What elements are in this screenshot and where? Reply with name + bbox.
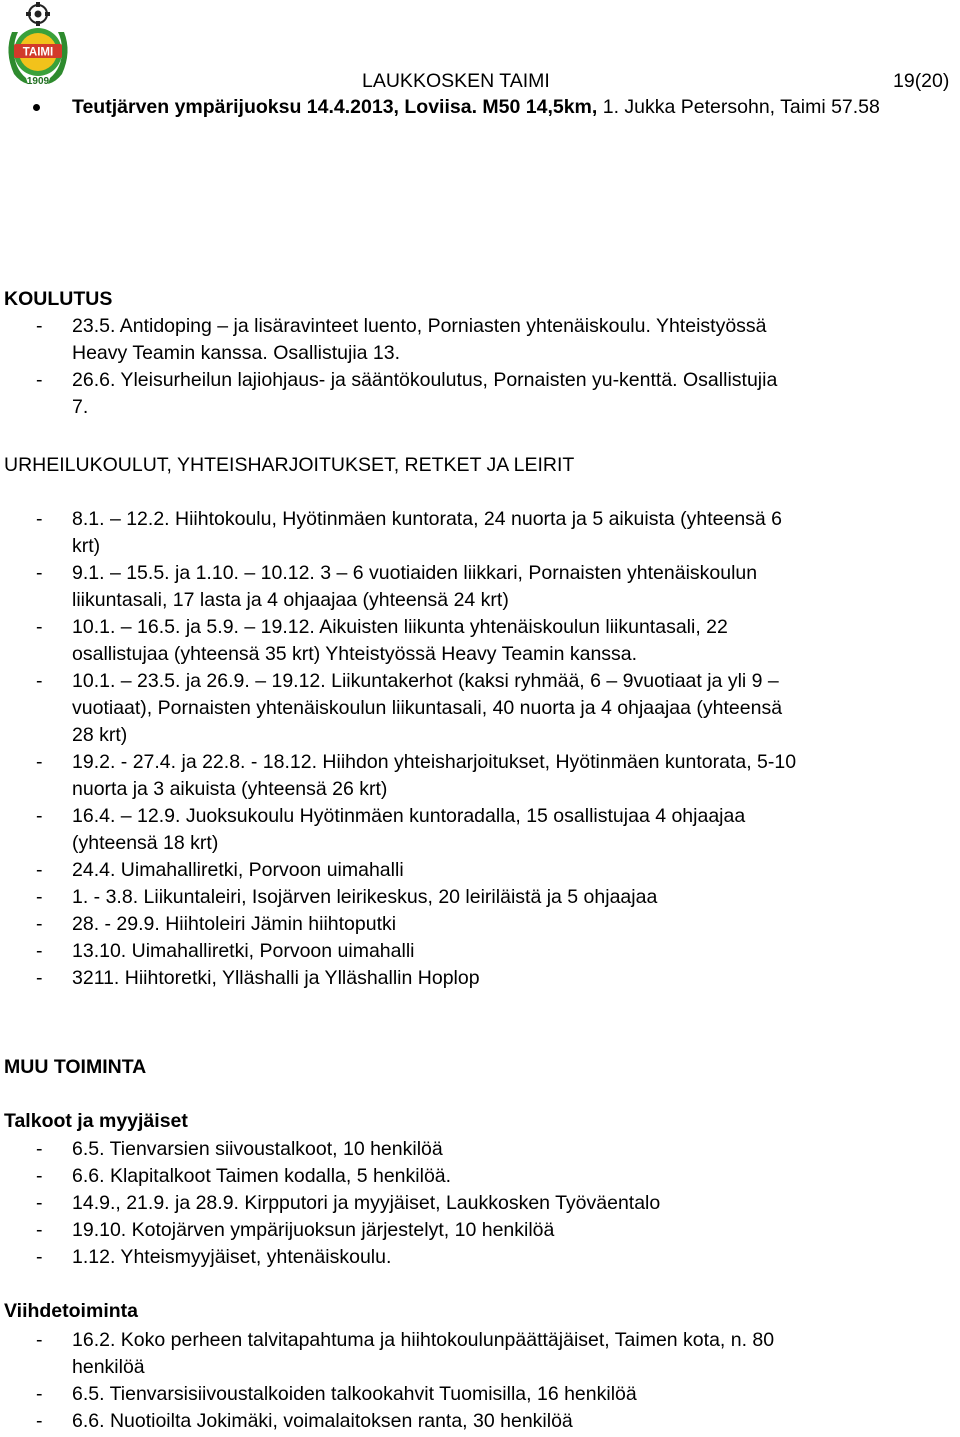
list-item: - 1. - 3.8. Liikuntaleiri, Isojärven leirikeskus, 20 leiriläistä ja 5 ohjaajaa (36, 886, 658, 908)
list-item: - 13.10. Uimahalliretki, Porvoon uimahalli (36, 940, 415, 962)
list-item: - 19.2. - 27.4. ja 22.8. - 18.12. Hiihdon yhteisharjoitukset, Hyötinmäen kuntorata, 5-10 nuorta ja 3 aikuista (yhteensä 26 krt) (36, 751, 797, 800)
race-title: Teutjärven ympärijuoksu 14.4.2013, Loviisa. M50 14,5km, (72, 96, 598, 118)
taimi-club-logo (2, 2, 74, 90)
race-result-item (72, 94, 952, 121)
list-item: - 24.4. Uimahalliretki, Porvoon uimahalli (36, 859, 404, 881)
logo-name: TAIMI (22, 46, 54, 59)
organization-name: LAUKKOSKEN TAIMI (362, 70, 550, 92)
list-item: - 9.1. – 15.5. ja 1.10. – 10.12. 3 – 6 vuotiaiden liikkari, Pornaisten yhtenäiskoulun liikuntasali, 17 lasta ja 4 ohjaajaa (yhteensä 24 krt) (36, 562, 758, 611)
section-heading-koulutus: KOULUTUS (4, 288, 113, 310)
list-item: - 26.6. Yleisurheilun lajiohjaus- ja sääntökoulutus, Pornaisten yu-kenttä. Osallistujia 7. (36, 369, 778, 418)
list-item: - 6.6. Nuotioilta Jokimäki, voimalaitoksen ranta, 30 henkilöä (36, 1410, 573, 1432)
list-item: - 6.5. Tienvarsien siivoustalkoot, 10 henkilöä (36, 1138, 443, 1160)
list-item: - 23.5. Antidoping – ja lisäravinteet luento, Porniasten yhtenäiskoulu. Yhteistyössä Heavy Teamin kanssa. Osallistujia 13. (36, 315, 767, 364)
gear-emblem (26, 2, 50, 26)
list-item: - 6.5. Tienvarsisiivoustalkoiden talkookahvit Tuomisilla, 16 henkilöä (36, 1383, 637, 1405)
subheading-viihdetoiminta: Viihdetoiminta (4, 1300, 138, 1322)
race-result: 1. Jukka Petersohn, Taimi 57.58 (597, 96, 880, 118)
section-heading-urheilukoulut: URHEILUKOULUT, YHTEISHARJOITUKSET, RETKET JA LEIRIT (4, 454, 575, 476)
list-item: - 3211. Hiihtoretki, Ylläshalli ja Ylläshallin Hoplop (36, 967, 480, 989)
koulutus-list (0, 313, 960, 421)
page-number: 19(20) (893, 70, 950, 92)
logo-year: 1909 (26, 76, 50, 87)
urheilu-list (0, 506, 960, 992)
subheading-talkoot: Talkoot ja myyjäiset (4, 1110, 188, 1132)
section-heading-muu-toiminta: MUU TOIMINTA (4, 1056, 147, 1078)
list-item: - 16.2. Koko perheen talvitapahtuma ja hiihtokoulunpäättäjäiset, Taimen kota, n. 80 henkilöä (36, 1329, 775, 1378)
viihde-list (0, 1327, 960, 1435)
list-item: - 19.10. Kotojärven ympärijuoksun järjestelyt, 10 henkilöä (36, 1219, 555, 1241)
list-item: - 14.9., 21.9. ja 28.9. Kirpputori ja myyjäiset, Laukkosken Työväentalo (36, 1192, 661, 1214)
list-item: - 10.1. – 16.5. ja 5.9. – 19.12. Aikuisten liikunta yhtenäiskoulun liikuntasali, 22 osallistujaa (yhteensä 35 krt) Yhteistyössä Heavy Teamin kanssa. (36, 616, 728, 665)
list-item: - 8.1. – 12.2. Hiihtokoulu, Hyötinmäen kuntorata, 24 nuorta ja 5 aikuista (yhteensä 6 krt) (36, 508, 783, 557)
bullet-icon (33, 104, 40, 111)
list-item: - 6.6. Klapitalkoot Taimen kodalla, 5 henkilöä. (36, 1165, 452, 1187)
list-item: - 1.12. Yhteismyyjäiset, yhtenäiskoulu. (36, 1246, 392, 1268)
list-item: - 10.1. – 23.5. ja 26.9. – 19.12. Liikuntakerhot (kaksi ryhmää, 6 – 9vuotiaat ja yli 9 – vuotiaat), Pornaisten yhtenäiskoulun liikuntasali, 40 nuorta ja 4 ohjaajaa (yhteensä 28 krt) (36, 670, 783, 746)
talkoot-list (0, 1136, 960, 1271)
list-item: - 16.4. – 12.9. Juoksukoulu Hyötinmäen kuntoradalla, 15 osallistujaa 4 ohjaajaa (yhteensä 18 krt) (36, 805, 746, 854)
list-item: - 28. - 29.9. Hiihtoleiri Jämin hiihtoputki (36, 913, 397, 935)
